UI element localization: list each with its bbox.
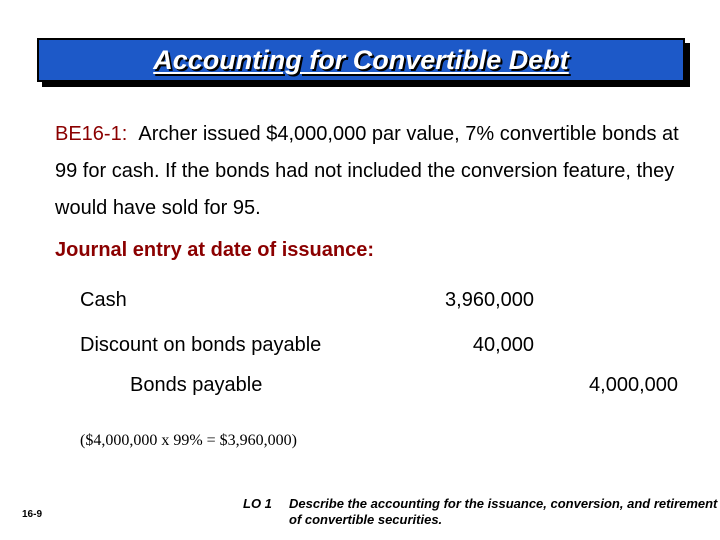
exercise-statement (55, 116, 695, 227)
slide-number: 16-9 (22, 509, 43, 520)
lo-description: Describe the accounting for the issuance, conversion, and retirement of convertible securities. (289, 496, 718, 527)
journal-account-bonds-payable: Bonds payable (130, 374, 263, 396)
journal-account-discount: Discount on bonds payable (80, 334, 322, 356)
journal-debit-discount: 40,000 (472, 334, 534, 356)
journal-heading: Journal entry at date of issuance: (55, 239, 374, 261)
title-banner (37, 38, 685, 82)
lo-code: LO 1 (243, 496, 272, 511)
exercise-text: Archer issued $4,000,000 par value, 7% convertible bonds at 99 for cash. If the bonds had not included the conversion feature, they would have sold for 95. (55, 123, 679, 219)
journal-debit-cash: 3,960,000 (445, 289, 534, 311)
journal-credit-bonds-payable: 4,000,000 (589, 374, 678, 396)
journal-account-cash: Cash (80, 289, 127, 311)
calculation-note: ($4,000,000 x 99% = $3,960,000) (80, 432, 298, 449)
exercise-ref: BE16-1: (55, 123, 128, 145)
slide-title: Accounting for Convertible Debt (153, 44, 569, 75)
